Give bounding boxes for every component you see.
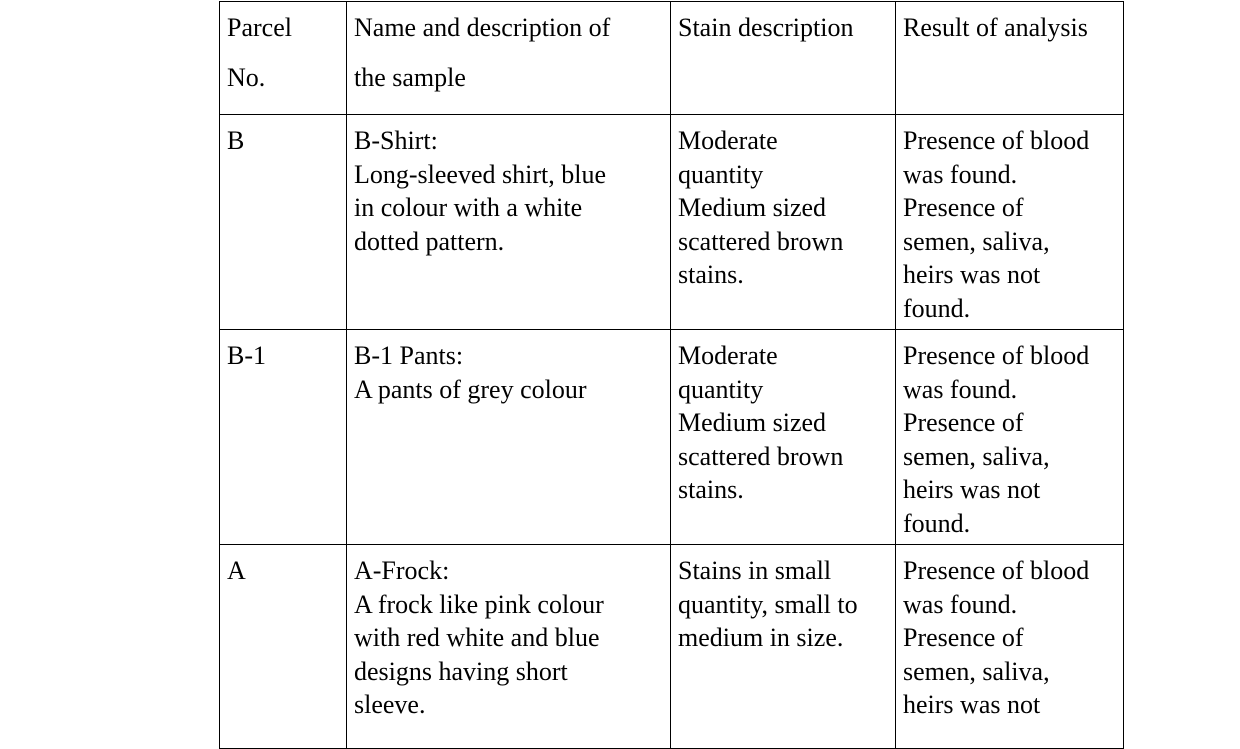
table-row bbox=[220, 115, 1124, 330]
forensic-analysis-table bbox=[219, 1, 1124, 749]
table-row bbox=[220, 330, 1124, 545]
header-sample-description: Name and description of the sample bbox=[347, 2, 671, 115]
cell-parcel: B bbox=[220, 115, 347, 330]
cell-result: Presence of blood was found. Presence of semen, saliva, heirs was not bbox=[896, 545, 1124, 749]
cell-result: Presence of blood was found. Presence of semen, saliva, heirs was not found. bbox=[896, 330, 1124, 545]
header-result-of-analysis: Result of analysis bbox=[896, 2, 1124, 115]
cell-stain: Moderate quantity Medium sized scattered brown stains. bbox=[671, 330, 896, 545]
cell-result: Presence of blood was found. Presence of semen, saliva, heirs was not found. bbox=[896, 115, 1124, 330]
cell-parcel: B-1 bbox=[220, 330, 347, 545]
cell-sample: A-Frock: A frock like pink colour with red white and blue designs having short sleeve. bbox=[347, 545, 671, 749]
table-header-row bbox=[220, 2, 1124, 115]
cell-parcel: A bbox=[220, 545, 347, 749]
header-parcel-no: Parcel No. bbox=[220, 2, 347, 115]
cell-stain: Moderate quantity Medium sized scattered brown stains. bbox=[671, 115, 896, 330]
table-row bbox=[220, 545, 1124, 749]
cell-sample: B-Shirt: Long-sleeved shirt, blue in colour with a white dotted pattern. bbox=[347, 115, 671, 330]
cell-sample: B-1 Pants: A pants of grey colour bbox=[347, 330, 671, 545]
cell-stain: Stains in small quantity, small to medium in size. bbox=[671, 545, 896, 749]
header-stain-description: Stain description bbox=[671, 2, 896, 115]
